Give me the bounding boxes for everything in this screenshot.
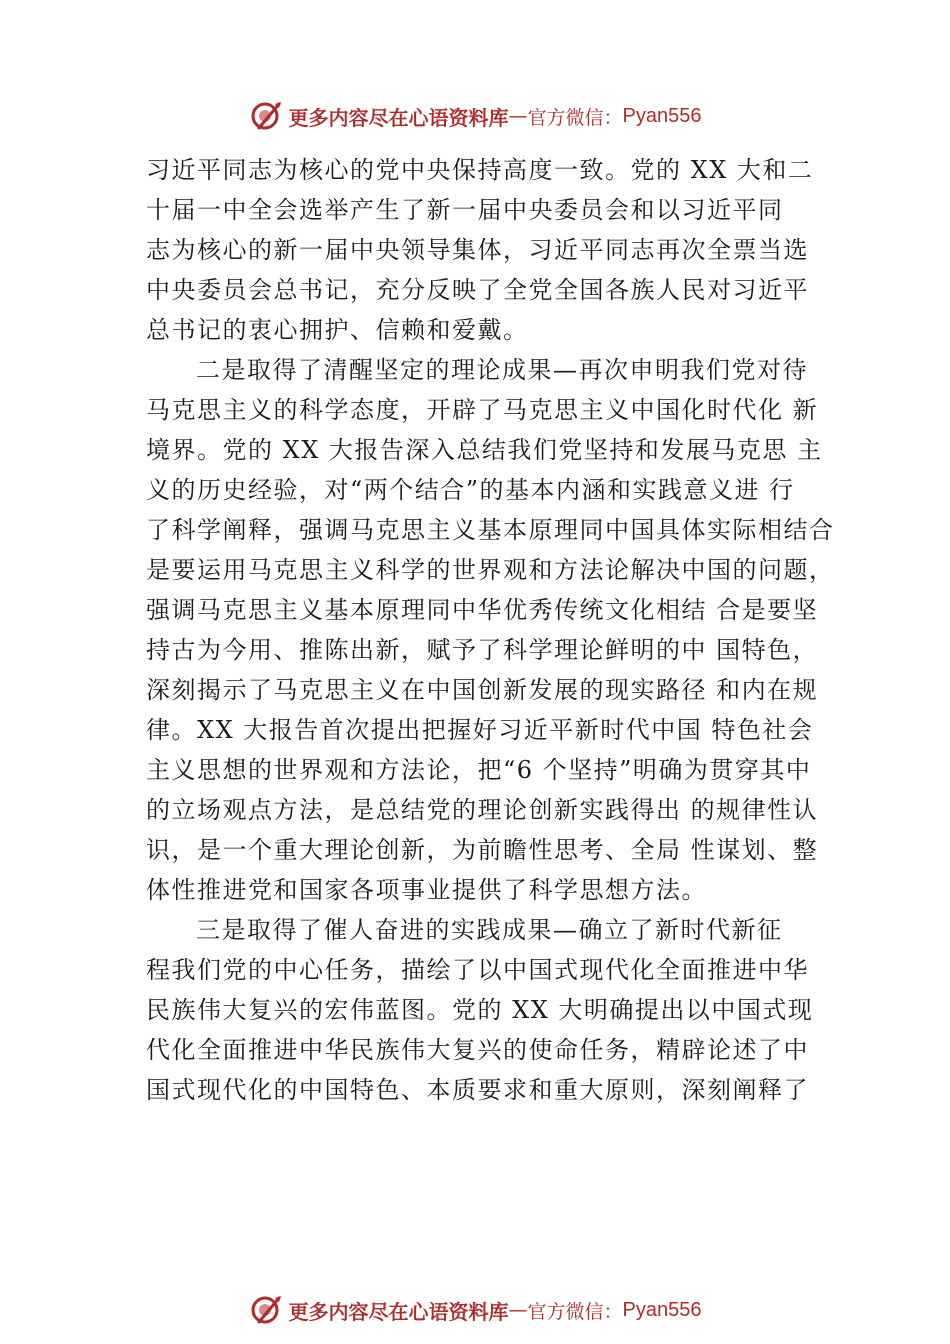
text-line: 持古为今用、推陈出新，赋予了科学理论鲜明的中 国特色， xyxy=(146,636,819,664)
brand-logo-icon xyxy=(249,98,285,134)
text-line: 强调马克思主义基本原理同中华优秀传统文化相结 合是要坚 xyxy=(146,596,819,624)
text-line: 中央委员会总书记，充分反映了全党全国各族人民对习近平 xyxy=(146,276,809,304)
footer-wechat-id: Pyan556 xyxy=(622,1298,702,1321)
header-dash: — xyxy=(508,105,528,127)
text-line: 民族伟大复兴的宏伟蓝图。党的 XX 大明确提出以中国式现 xyxy=(146,996,814,1024)
paragraph-start-line: 三是取得了催人奋进的实践成果—确立了新时代新征 xyxy=(196,916,783,944)
text-line: 境界。党的 XX 大报告深入总结我们党坚持和发展马克思 主 xyxy=(146,436,823,464)
brand-logo-icon xyxy=(249,1292,285,1328)
document-body xyxy=(146,150,846,1110)
text-line: 主义思想的世界观和方法论，把“6 个坚持”明确为贯穿其中 xyxy=(146,756,812,784)
text-line: 习近平同志为核心的党中央保持高度一致。党的 XX 大和二 xyxy=(146,156,814,184)
footer-dash: — xyxy=(508,1299,528,1321)
text-line: 的立场观点方法，是总结党的理论创新实践得出 的规律性认 xyxy=(146,796,819,824)
text-line: 义的历史经验，对“两个结合”的基本内涵和实践意义进 行 xyxy=(146,476,795,504)
footer-wechat-label: 官方微信： xyxy=(527,1300,623,1323)
footer-banner xyxy=(0,1290,950,1330)
footer-brand-text: 更多内容尽在心语资料库 xyxy=(288,1299,509,1324)
header-brand-text: 更多内容尽在心语资料库 xyxy=(288,105,509,130)
text-line: 程我们党的中心任务，描绘了以中国式现代化全面推进中华 xyxy=(146,956,809,984)
text-line: 总书记的衷心拥护、信赖和爱戴。 xyxy=(146,316,529,344)
text-line: 是要运用马克思主义科学的世界观和方法论解决中国的问题， xyxy=(146,556,835,584)
text-line: 深刻揭示了马克思主义在中国创新发展的现实路径 和内在规 xyxy=(146,676,819,704)
text-line: 代化全面推进中华民族伟大复兴的使命任务，精辟论述了中 xyxy=(146,1036,809,1064)
header-banner xyxy=(0,96,950,136)
text-line: 律。XX 大报告首次提出把握好习近平新时代中国 特色社会 xyxy=(146,716,814,744)
text-line: 十届一中全会选举产生了新一届中央委员会和以习近平同 xyxy=(146,196,784,224)
text-line: 马克思主义的科学态度，开辟了马克思主义中国化时代化 新 xyxy=(146,396,819,424)
text-line: 志为核心的新一届中央领导集体，习近平同志再次全票当选 xyxy=(146,236,809,264)
text-line: 了科学阐释，强调马克思主义基本原理同中国具体实际相结合 xyxy=(146,516,835,544)
text-line: 识，是一个重大理论创新，为前瞻性思考、全局 性谋划、整 xyxy=(146,836,819,864)
header-wechat-label: 官方微信： xyxy=(527,106,623,129)
text-line: 体性推进党和国家各项事业提供了科学思想方法。 xyxy=(146,876,707,904)
paragraph-start-line: 二是取得了清醒坚定的理论成果—再次申明我们党对待 xyxy=(196,356,808,384)
header-wechat-id: Pyan556 xyxy=(622,104,702,127)
text-line: 国式现代化的中国特色、本质要求和重大原则，深刻阐释了 xyxy=(146,1076,809,1104)
